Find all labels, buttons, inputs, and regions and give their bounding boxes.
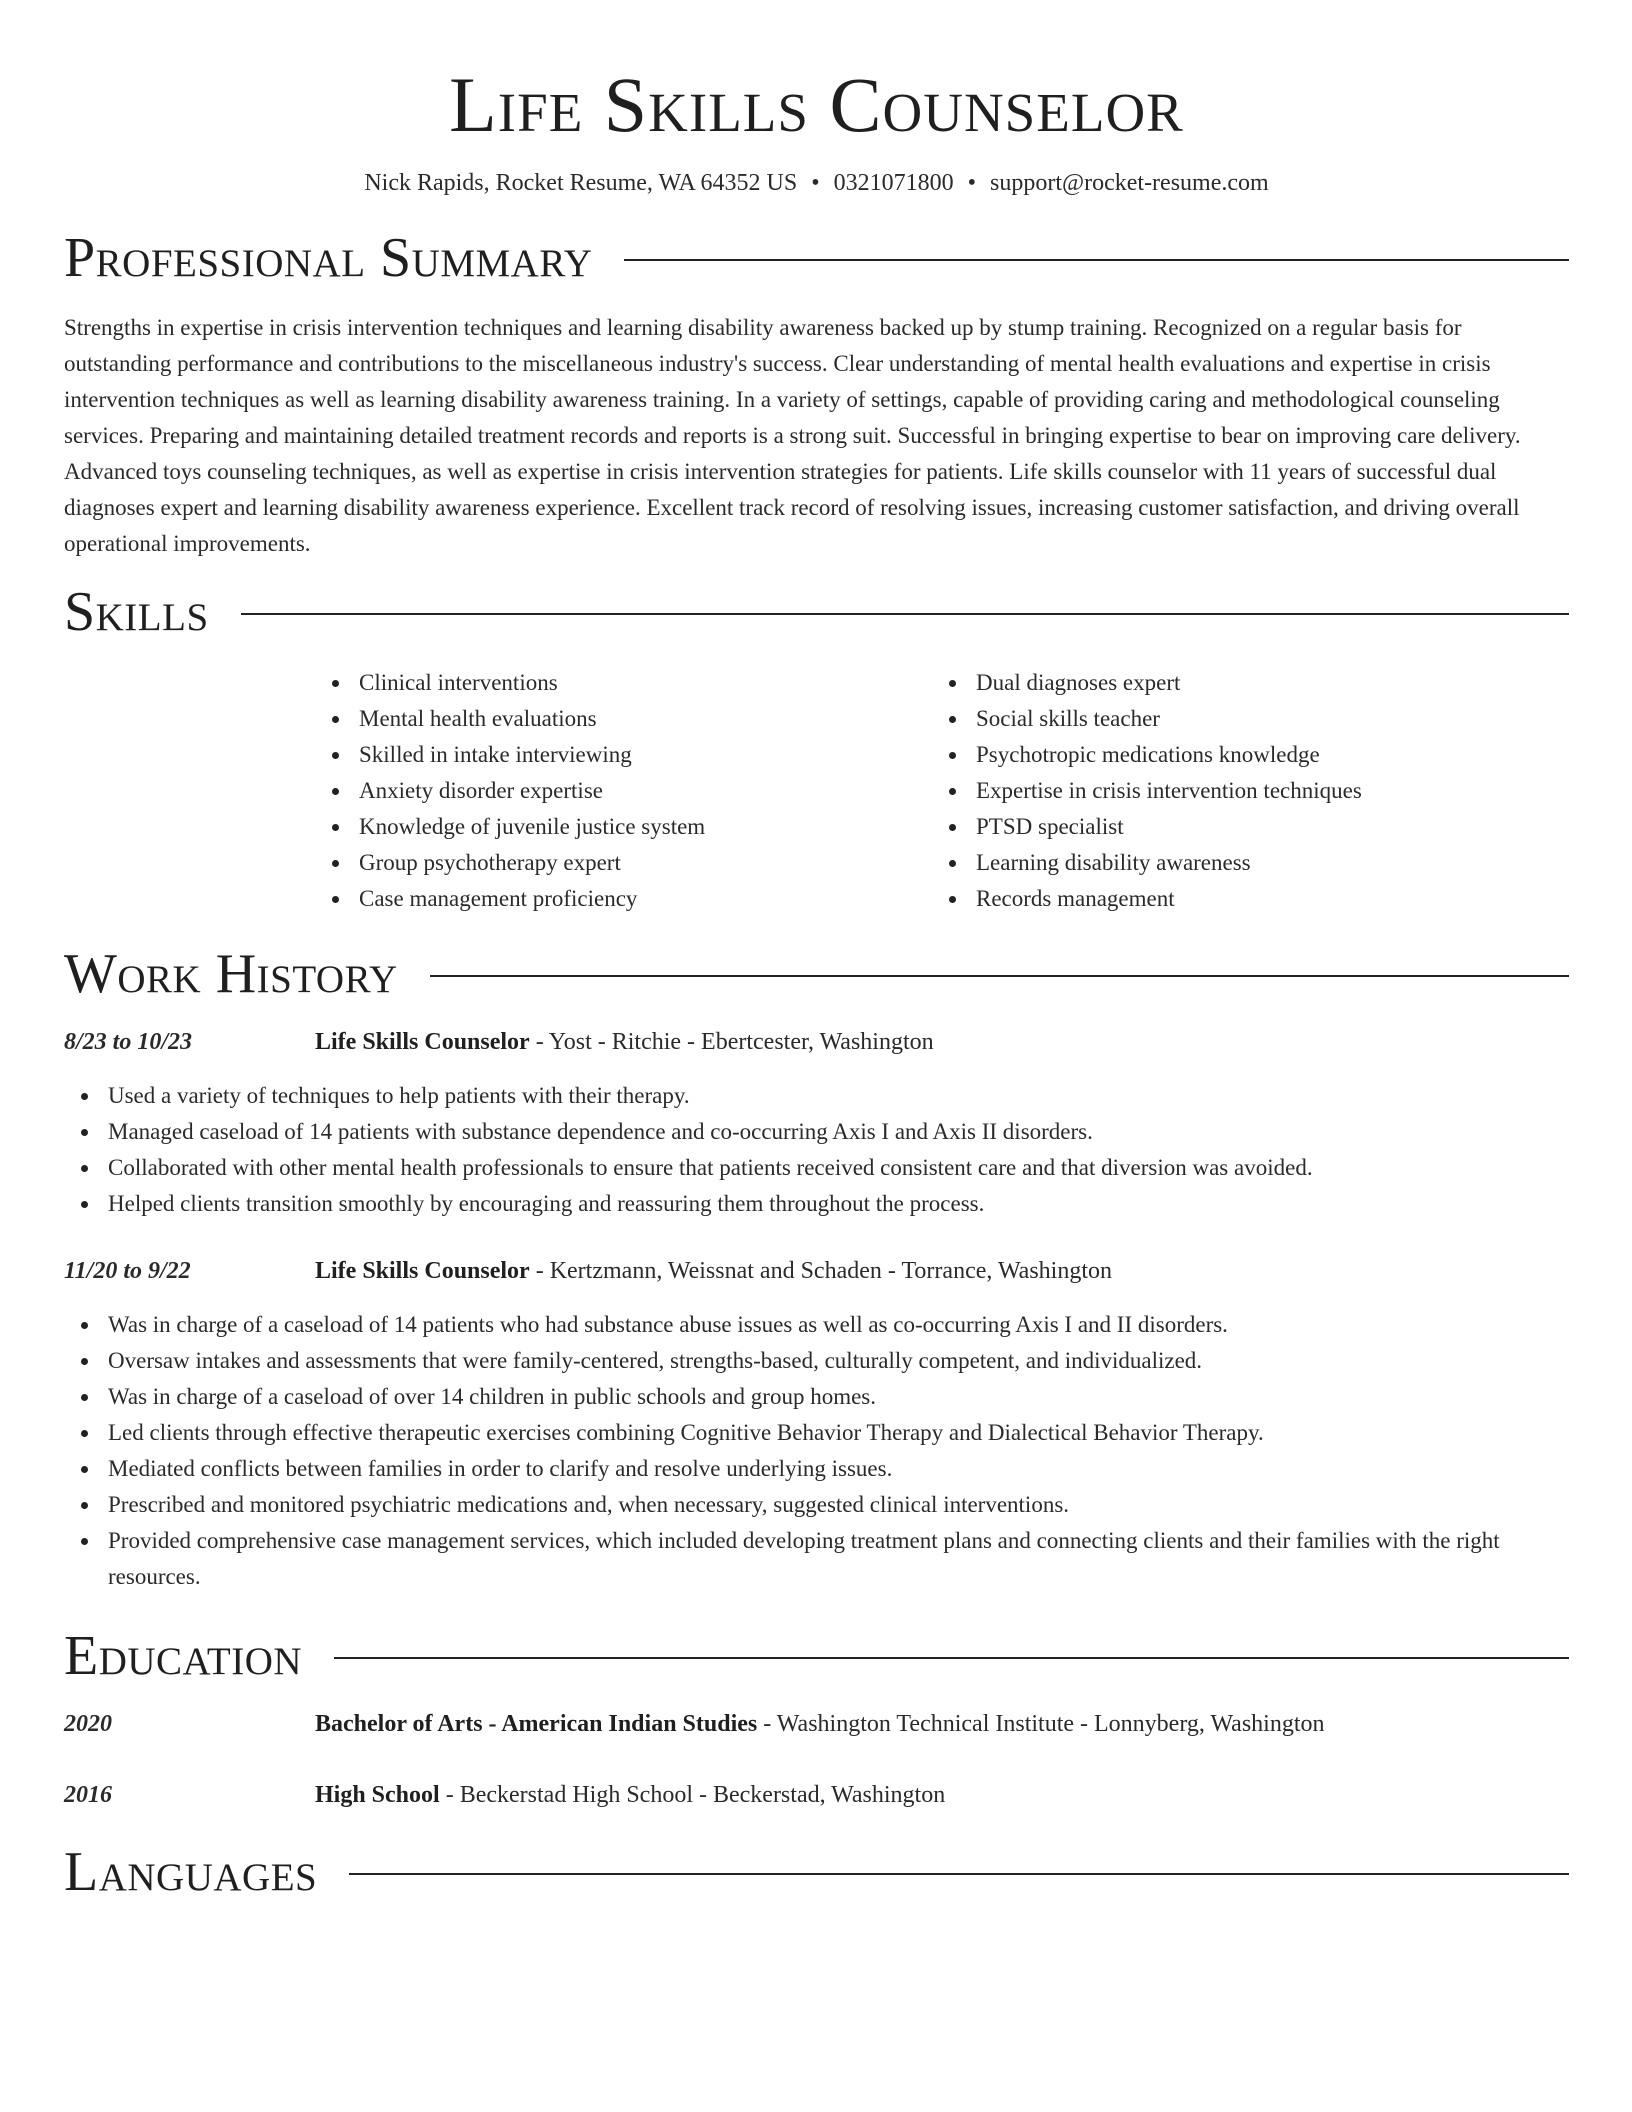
skills-column-left — [315, 665, 932, 917]
skill-item: Case management proficiency — [315, 881, 932, 917]
contact-email: support@rocket-resume.com — [990, 170, 1269, 196]
education-heading-text — [315, 1777, 945, 1813]
languages-heading-row — [64, 1837, 1569, 1907]
contact-address: Nick Rapids, Rocket Resume, WA 64352 US — [364, 170, 798, 196]
skills-section — [64, 577, 1569, 917]
job-dates: 8/23 to 10/23 — [64, 1029, 193, 1055]
skill-item: Mental health evaluations — [315, 701, 932, 737]
skill-item: Expertise in crisis intervention techniques — [932, 773, 1549, 809]
education-heading: Education — [64, 1625, 303, 1687]
job-bullet: Was in charge of a caseload of 14 patients who had substance abuse issues as well as co-occurring Axis I and II disorders. — [64, 1307, 1569, 1343]
skills-column-right — [932, 665, 1549, 917]
skill-item: Anxiety disorder expertise — [315, 773, 932, 809]
job-title: Life Skills Counselor — [315, 1029, 530, 1055]
summary-heading-row — [64, 223, 1569, 293]
education-year: 2016 — [64, 1782, 112, 1808]
skills-grid — [315, 665, 1569, 917]
skill-item: Learning disability awareness — [932, 845, 1549, 881]
education-entry — [64, 1706, 1569, 1742]
job-header — [64, 1253, 1569, 1289]
job-bullet: Helped clients transition smoothly by encouraging and reassuring them throughout the process. — [64, 1186, 1569, 1222]
job-bullet: Collaborated with other mental health professionals to ensure that patients received consistent care and that diversion was avoided. — [64, 1150, 1569, 1186]
job-bullet: Was in charge of a caseload of over 14 children in public schools and group homes. — [64, 1379, 1569, 1415]
skill-item: Clinical interventions — [315, 665, 932, 701]
job-bullets — [64, 1307, 1569, 1595]
skill-item: Knowledge of juvenile justice system — [315, 809, 932, 845]
education-heading-text — [315, 1706, 1325, 1742]
education-school: - Beckerstad High School - Beckerstad, Washington — [439, 1782, 946, 1808]
work-heading-row — [64, 939, 1569, 1009]
contact-separator: • — [967, 170, 976, 196]
summary-text: Strengths in expertise in crisis intervention techniques and learning disability awareness backed up by stump training. Recognized on a regular basis for outstanding performance and contributions to the miscellaneous industry's success. Clear understanding of mental health evaluations and expertise in crisis intervention techniques as well as learning disability awareness training. In a variety of settings, capable of providing caring and methodological counseling services. Preparing and maintaining detailed treatment records and reports is a strong suit. Successful in bringing expertise to bear on improving care delivery. Advanced toys counseling techniques, as well as expertise in crisis intervention strategies for patients. Life skills counselor with 11 years of successful dual diagnoses expert and learning disability awareness experience. Excellent track record of resolving issues, increasing customer satisfaction, and driving overall operational improvements. — [64, 315, 1521, 556]
education-degree: High School — [315, 1782, 440, 1808]
job-bullets — [64, 1078, 1569, 1222]
resume-title: Life Skills Counselor — [449, 61, 1184, 148]
education-entry — [64, 1777, 1569, 1813]
work-history-section — [64, 939, 1569, 1595]
section-divider — [430, 975, 1569, 977]
skills-heading: Skills — [64, 581, 209, 643]
skill-item: Group psychotherapy expert — [315, 845, 932, 881]
summary-section — [64, 223, 1569, 562]
job-entry — [64, 1253, 1569, 1595]
job-entry — [64, 1024, 1569, 1222]
skill-item: Social skills teacher — [932, 701, 1549, 737]
job-dates: 11/20 to 9/22 — [64, 1258, 191, 1284]
languages-heading: Languages — [64, 1841, 318, 1903]
summary-heading: Professional Summary — [64, 227, 593, 289]
contact-phone: 0321071800 — [833, 170, 954, 196]
skill-item: PTSD specialist — [932, 809, 1549, 845]
skill-item: Records management — [932, 881, 1549, 917]
job-bullet: Managed caseload of 14 patients with substance dependence and co-occurring Axis I and Axis II disorders. — [64, 1114, 1569, 1150]
education-degree: Bachelor of Arts - American Indian Studies — [315, 1711, 758, 1737]
education-section — [64, 1621, 1569, 1813]
job-employer: - Kertzmann, Weissnat and Schaden - Torrance, Washington — [529, 1258, 1112, 1284]
job-bullet: Led clients through effective therapeutic exercises combining Cognitive Behavior Therapy and Dialectical Behavior Therapy. — [64, 1415, 1569, 1451]
contact-separator: • — [811, 170, 820, 196]
job-bullet: Mediated conflicts between families in order to clarify and resolve underlying issues. — [64, 1451, 1569, 1487]
section-divider — [334, 1657, 1569, 1659]
skills-heading-row — [64, 577, 1569, 647]
education-year: 2020 — [64, 1711, 112, 1737]
skill-item: Psychotropic medications knowledge — [932, 737, 1549, 773]
languages-section — [64, 1837, 1569, 1907]
section-divider — [624, 259, 1569, 261]
job-heading — [315, 1253, 1112, 1289]
contact-line — [64, 168, 1569, 198]
job-header — [64, 1024, 1569, 1060]
job-title: Life Skills Counselor — [315, 1258, 530, 1284]
section-divider — [241, 613, 1569, 615]
job-bullet: Oversaw intakes and assessments that were family-centered, strengths-based, culturally competent, and individualized. — [64, 1343, 1569, 1379]
skill-item: Dual diagnoses expert — [932, 665, 1549, 701]
work-heading: Work History — [64, 943, 398, 1005]
job-bullet: Prescribed and monitored psychiatric medications and, when necessary, suggested clinical interventions. — [64, 1487, 1569, 1523]
education-heading-row — [64, 1621, 1569, 1691]
skill-item: Skilled in intake interviewing — [315, 737, 932, 773]
job-employer: - Yost - Ritchie - Ebertcester, Washington — [529, 1029, 934, 1055]
section-divider — [349, 1873, 1569, 1875]
job-heading — [315, 1024, 934, 1060]
education-school: - Washington Technical Institute - Lonnyberg, Washington — [757, 1711, 1325, 1737]
job-bullet: Used a variety of techniques to help patients with their therapy. — [64, 1078, 1569, 1114]
job-bullet: Provided comprehensive case management services, which included developing treatment plans and connecting clients and their families with the right resources. — [64, 1523, 1569, 1595]
